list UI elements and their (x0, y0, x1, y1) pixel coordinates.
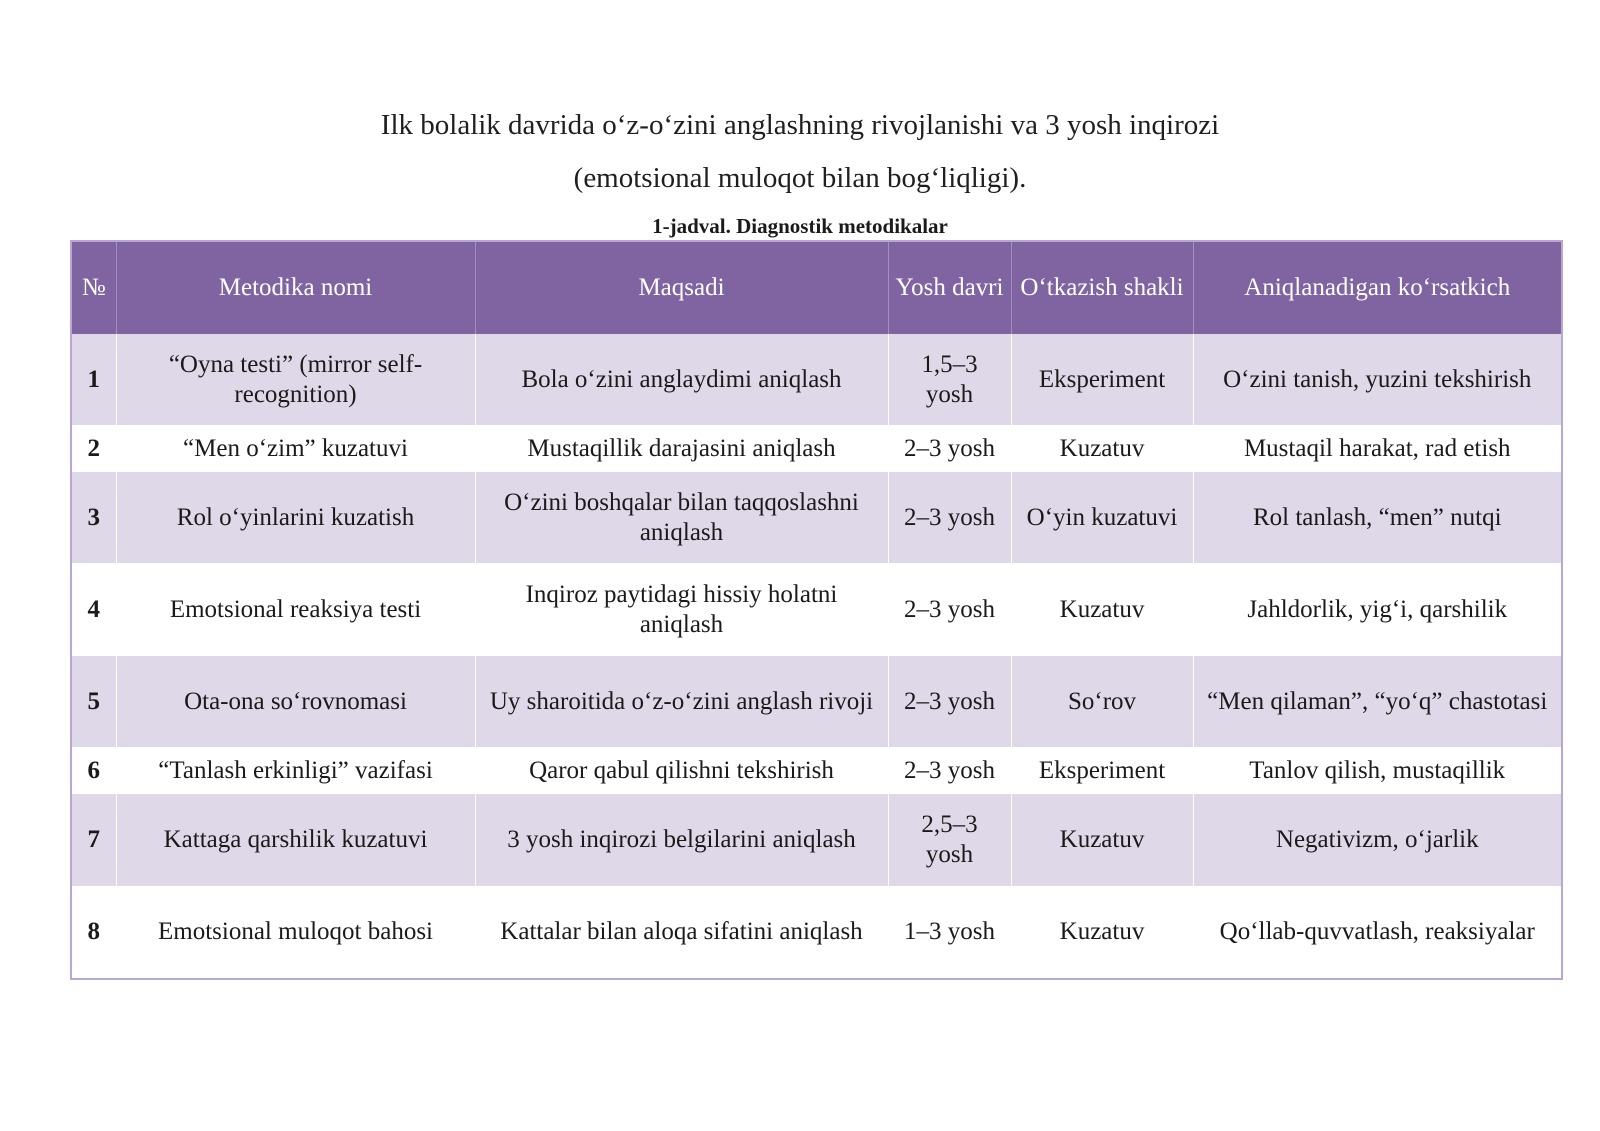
cell-purpose: Mustaqillik darajasini aniqlash (475, 425, 888, 472)
table-row (71, 886, 1562, 979)
cell-conduct-form: Kuzatuv (1011, 425, 1193, 472)
cell-number: 1 (71, 334, 116, 425)
cell-purpose: Inqiroz paytidagi hissiy holatni aniqlash (475, 563, 888, 656)
cell-purpose: 3 yosh inqirozi belgilarini aniqlash (475, 794, 888, 886)
cell-indicator: Negativizm, o‘jarlik (1193, 794, 1562, 886)
header-indicator: Aniqlanadigan ko‘rsatkich (1193, 241, 1562, 334)
cell-number: 8 (71, 886, 116, 979)
cell-number: 6 (71, 747, 116, 794)
cell-method-name: Rol o‘yinlarini kuzatish (116, 472, 475, 563)
header-age-period: Yosh davri (888, 241, 1011, 334)
cell-age-period: 2–3 yosh (888, 656, 1011, 747)
cell-purpose: Qaror qabul qilishni tekshirish (475, 747, 888, 794)
table-caption: 1-jadval. Diagnostik metodikalar (652, 214, 948, 238)
cell-age-period: 2–3 yosh (888, 425, 1011, 472)
cell-number: 5 (71, 656, 116, 747)
cell-method-name: “Men o‘zim” kuzatuvi (116, 425, 475, 472)
header-conduct-form: O‘tkazish shakli (1011, 241, 1193, 334)
cell-age-period: 2,5–3 yosh (888, 794, 1011, 886)
header-number: № (71, 241, 116, 334)
cell-conduct-form: Eksperiment (1011, 334, 1193, 425)
table-row (71, 334, 1562, 425)
cell-age-period: 1,5–3 yosh (888, 334, 1011, 425)
cell-indicator: O‘zini tanish, yuzini tekshirish (1193, 334, 1562, 425)
table-row (71, 794, 1562, 886)
header-purpose: Maqsadi (475, 241, 888, 334)
cell-indicator: Tanlov qilish, mustaqillik (1193, 747, 1562, 794)
cell-age-period: 2–3 yosh (888, 563, 1011, 656)
cell-method-name: “Oyna testi” (mirror self-recognition) (116, 334, 475, 425)
cell-method-name: Ota-ona so‘rovnomasi (116, 656, 475, 747)
cell-indicator: Jahldorlik, yig‘i, qarshilik (1193, 563, 1562, 656)
cell-conduct-form: So‘rov (1011, 656, 1193, 747)
cell-conduct-form: Kuzatuv (1011, 563, 1193, 656)
page-title-line-2: (emotsional muloqot bilan bog‘liqligi). (573, 162, 1027, 194)
cell-number: 2 (71, 425, 116, 472)
cell-number: 4 (71, 563, 116, 656)
cell-age-period: 2–3 yosh (888, 472, 1011, 563)
cell-conduct-form: Kuzatuv (1011, 886, 1193, 979)
table-row (71, 747, 1562, 794)
cell-age-period: 2–3 yosh (888, 747, 1011, 794)
table-row (71, 563, 1562, 656)
table-row (71, 425, 1562, 472)
cell-number: 7 (71, 794, 116, 886)
cell-purpose: Kattalar bilan aloqa sifatini aniqlash (475, 886, 888, 979)
cell-method-name: Emotsional muloqot bahosi (116, 886, 475, 979)
header-method-name: Metodika nomi (116, 241, 475, 334)
cell-indicator: “Men qilaman”, “yo‘q” chastotasi (1193, 656, 1562, 747)
cell-conduct-form: Eksperiment (1011, 747, 1193, 794)
cell-method-name: Emotsional reaksiya testi (116, 563, 475, 656)
cell-conduct-form: Kuzatuv (1011, 794, 1193, 886)
cell-purpose: Bola o‘zini anglaydimi aniqlash (475, 334, 888, 425)
cell-indicator: Rol tanlash, “men” nutqi (1193, 472, 1562, 563)
cell-indicator: Mustaqil harakat, rad etish (1193, 425, 1562, 472)
table-header-row (71, 241, 1562, 334)
diagnostic-methods-table (70, 240, 1563, 980)
cell-method-name: Kattaga qarshilik kuzatuvi (116, 794, 475, 886)
cell-purpose: Uy sharoitida o‘z-o‘zini anglash rivoji (475, 656, 888, 747)
cell-method-name: “Tanlash erkinligi” vazifasi (116, 747, 475, 794)
table-row (71, 656, 1562, 747)
cell-conduct-form: O‘yin kuzatuvi (1011, 472, 1193, 563)
cell-indicator: Qo‘llab-quvvatlash, reaksiyalar (1193, 886, 1562, 979)
cell-age-period: 1–3 yosh (888, 886, 1011, 979)
page-title-line-1: Ilk bolalik davrida o‘z-o‘zini anglashning rivojlanishi va 3 yosh inqirozi (380, 109, 1220, 141)
cell-number: 3 (71, 472, 116, 563)
cell-purpose: O‘zini boshqalar bilan taqqoslashni aniqlash (475, 472, 888, 563)
table-row (71, 472, 1562, 563)
